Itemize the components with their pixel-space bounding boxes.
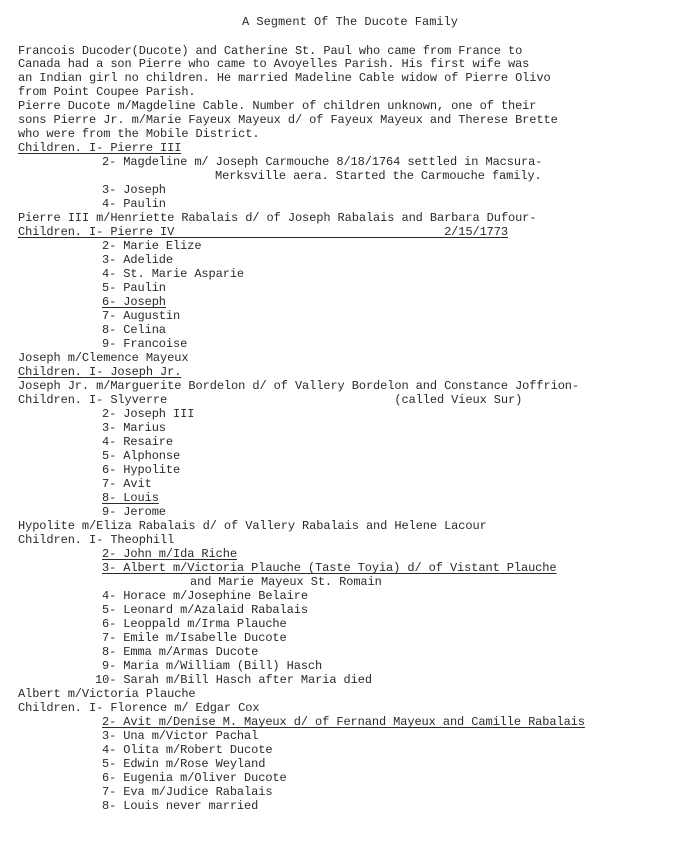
text-line: 5- Leonard m/Azalaid Rabalais (102, 603, 308, 617)
text-line: 3- Adelide (102, 253, 174, 267)
text-line: 6- Leoppald m/Irma Plauche (102, 617, 287, 631)
text-line: 4- Horace m/Josephine Belaire (102, 589, 308, 603)
text-line: 8- Louis never married (102, 799, 259, 813)
text-line: 7- Avit (102, 477, 152, 491)
text-line: Hypolite m/Eliza Rabalais d/ of Vallery Rabalais and Helene Lacour (18, 519, 487, 533)
text-line: 4- St. Marie Asparie (102, 267, 245, 281)
text-line: sons Pierre Jr. m/Marie Fayeux Mayeux d/ of Fayeux Mayeux and Therese Brette (18, 113, 558, 127)
text-line: Merksville aera. Started the Carmouche family. (215, 169, 542, 183)
text-line: 6- Hypolite (102, 463, 181, 477)
text-line: and Marie Mayeux St. Romain (190, 575, 382, 589)
text-line: Children. I- Florence m/ Edgar Cox (18, 701, 260, 715)
text-line: Children. I- Joseph Jr. (18, 365, 182, 379)
text-line: Francois Ducoder(Ducote) and Catherine St. Paul who came from France to (18, 44, 523, 58)
text-line: 2- John m/Ida Riche (102, 547, 237, 561)
text-line: 2- Magdeline m/ Joseph Carmouche 8/18/1764 settled in Macsura- (102, 155, 543, 169)
text-line: 8- Celina (102, 323, 166, 337)
text-line: from Point Coupee Parish. (18, 85, 196, 99)
text-line: Children. I- Pierre IV 2/15/1773 (18, 225, 508, 239)
text-line: 2- Marie Elize (102, 239, 202, 253)
text-line: 7- Eva m/Judice Rabalais (102, 785, 273, 799)
text-line: Joseph m/Clemence Mayeux (18, 351, 189, 365)
text-line: 4- Resaire (102, 435, 174, 449)
text-line: 10- Sarah m/Bill Hasch after Maria died (95, 673, 372, 687)
text-line: 9- Jerome (102, 505, 166, 519)
text-line: 8- Louis (102, 491, 159, 505)
text-line: Children. I- Pierre III (18, 141, 182, 155)
text-line: Pierre Ducote m/Magdeline Cable. Number of children unknown, one of their (18, 99, 537, 113)
text-line: Pierre III m/Henriette Rabalais d/ of Joseph Rabalais and Barbara Dufour- (18, 211, 537, 225)
text-line: 9- Maria m/William (Bill) Hasch (102, 659, 323, 673)
text-line: who were from the Mobile District. (18, 127, 260, 141)
text-line: 6- Joseph (102, 295, 166, 309)
text-line: 3- Una m/Victor Pachal (102, 729, 259, 743)
text-line: 8- Emma m/Armas Ducote (102, 645, 259, 659)
text-line: 2- Joseph III (102, 407, 195, 421)
text-line: 2- Avit m/Denise M. Mayeux d/ of Fernand Mayeux and Camille Rabalais (102, 715, 585, 729)
text-line: 9- Francoise (102, 337, 188, 351)
text-line: 4- Olita m/Robert Ducote (102, 743, 273, 757)
text-line: Joseph Jr. m/Marguerite Bordelon d/ of Vallery Bordelon and Constance Joffrion- (18, 379, 579, 393)
document-title: A Segment Of The Ducote Family (241, 15, 459, 29)
text-line: Children. I- Theophill (18, 533, 175, 547)
text-line: Children. I- Slyverre (called Vieux Sur) (18, 393, 523, 407)
text-line: 3- Marius (102, 421, 166, 435)
text-line: 7- Augustin (102, 309, 181, 323)
text-line: 5- Paulin (102, 281, 166, 295)
text-line: 6- Eugenia m/Oliver Ducote (102, 771, 287, 785)
text-line: 3- Joseph (102, 183, 166, 197)
text-line: 5- Alphonse (102, 449, 181, 463)
text-line: 7- Emile m/Isabelle Ducote (102, 631, 287, 645)
text-line: 4- Paulin (102, 197, 166, 211)
text-line: an Indian girl no children. He married Madeline Cable widow of Pierre Olivo (18, 71, 551, 85)
text-line: 3- Albert m/Victoria Plauche (Taste Toyia) d/ of Vistant Plauche (102, 561, 557, 575)
text-line: Albert m/Victoria Plauche (18, 687, 196, 701)
text-line: Canada had a son Pierre who came to Avoyelles Parish. His first wife was (18, 57, 530, 71)
text-line: 5- Edwin m/Rose Weyland (102, 757, 266, 771)
